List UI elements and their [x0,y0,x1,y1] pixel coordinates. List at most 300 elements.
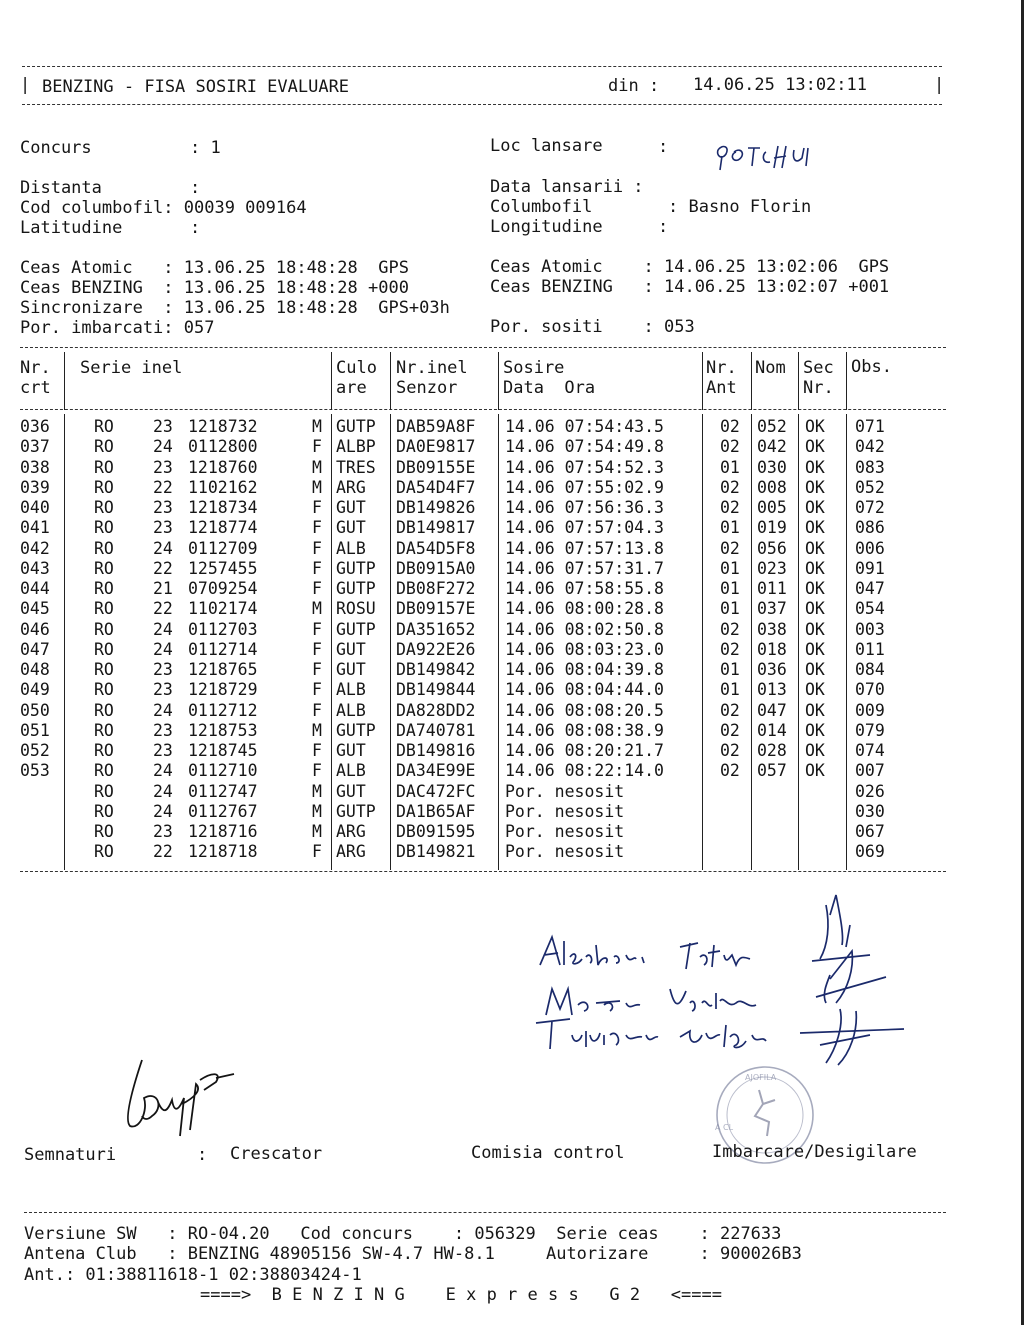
column-separator [498,414,499,870]
semnaturi-sep: : [197,1145,208,1165]
cell-ring-number: 1218753 [188,720,258,740]
column-separator [498,352,499,410]
cell-nom: 056 [757,538,787,558]
cell-sex: M [312,801,322,821]
cell-antenna: 02 [720,700,740,720]
table-bottom-rule [20,871,946,872]
longitudine-label: Longitudine [490,217,603,237]
cell-nom: 038 [757,619,787,639]
cell-color: ARG [336,477,366,497]
cell-country: RO [94,518,114,538]
cell-obs: 052 [855,477,885,497]
cell-sec: OK [805,437,825,457]
cell-color: GUTP [336,619,376,639]
cell-color: ARG [336,822,366,841]
cell-nom: 023 [757,558,787,578]
cell-year: 24 [153,619,173,639]
data-lansarii-label: Data lansarii : [490,177,644,197]
cell-antenna: 02 [720,619,740,639]
crescator-label: Crescator [230,1144,323,1164]
cell-obs: 007 [855,761,885,781]
column-separator [751,352,752,410]
cell-year: 23 [153,660,173,679]
distanta-sep: : [190,178,201,198]
comisia-control-label: Comisia control [471,1143,625,1163]
cell-year: 22 [153,842,173,862]
cell-arrival: 14.06 07:57:31.7 [505,558,664,578]
cell-obs: 086 [855,518,885,538]
cell-color: GUT [336,660,366,679]
cell-nom: 057 [757,761,787,781]
cell-nom: 047 [757,700,787,720]
cell-sec: OK [805,417,825,436]
cell-antenna: 02 [720,761,740,781]
cell-antenna: 01 [720,660,740,679]
cell-nom: 036 [757,660,787,679]
cell-color: ALBP [336,437,376,457]
cell-antenna: 02 [720,498,740,517]
cell-country: RO [94,680,114,700]
cell-ring-number: 0112714 [188,639,258,659]
cell-sensor: DB08F272 [396,579,476,598]
semnaturi-label: Semnaturi [24,1145,117,1165]
cell-country: RO [94,801,114,821]
cell-sensor: DA922E26 [396,639,476,659]
cell-color: TRES [336,457,376,477]
cell-sensor: DAB59A8F [396,417,476,436]
cell-sensor: DAC472FC [396,781,476,801]
cell-nom: 019 [757,518,787,538]
footer-brand: ====> B E N Z I N G E x p r e s s G 2 <==== [200,1285,722,1305]
cell-sex: M [312,720,322,740]
cell-antenna: 02 [720,538,740,558]
cell-antenna: 02 [720,741,740,760]
table-top-rule [20,347,946,348]
cell-sex: M [312,457,322,477]
cell-sex: F [312,660,322,679]
cell-ring-number: 1218732 [188,417,258,436]
cell-nom: 052 [757,417,787,436]
sheet-title: BENZING - FISA SOSIRI EVALUARE [42,77,350,97]
cell-sex: F [312,761,322,781]
cell-color: GUTP [336,579,376,598]
cell-color: GUT [336,518,366,538]
cell-year: 23 [153,457,173,477]
cell-sec: OK [805,741,825,760]
cell-arrival: 14.06 08:02:50.8 [505,619,664,639]
cell-arrival: 14.06 08:04:39.8 [505,660,664,679]
cell-sex: F [312,579,322,598]
cell-color: GUTP [336,417,376,436]
cell-sec: OK [805,660,825,679]
cell-country: RO [94,538,114,558]
cell-sec: OK [805,700,825,720]
cell-ring-number: 1218716 [188,822,258,841]
cell-sex: M [312,781,322,801]
cell-obs: 084 [855,660,885,679]
col-nrant-header: Nr. [706,358,737,378]
cell-country: RO [94,761,114,781]
cell-color: GUT [336,639,366,659]
cell-country: RO [94,457,114,477]
cell-sex: F [312,680,322,700]
cell-sensor: DB149844 [396,680,476,700]
cell-sex: M [312,599,322,619]
cell-sec: OK [805,619,825,639]
cell-sensor: DA1B65AF [396,801,476,821]
cell-antenna: 01 [720,558,740,578]
cell-obs: 003 [855,619,885,639]
cell-year: 23 [153,498,173,517]
cell-sex: F [312,700,322,720]
cell-nom: 014 [757,720,787,740]
cell-nr-crt: 043 [20,558,50,578]
cell-country: RO [94,437,114,457]
cell-ring-number: 0112712 [188,700,258,720]
cell-year: 23 [153,822,173,841]
cell-country: RO [94,822,114,841]
cell-arrival: 14.06 07:57:13.8 [505,538,664,558]
distanta-label: Distanta [20,178,102,198]
cell-sex: F [312,518,322,538]
cell-nom: 011 [757,579,787,598]
cod-columbofil: Cod columbofil: 00039 009164 [20,198,307,218]
cell-sec: OK [805,639,825,659]
cell-antenna: 02 [720,639,740,659]
cell-nr-crt: 039 [20,477,50,497]
cell-arrival: 14.06 07:54:49.8 [505,437,664,457]
cell-antenna: 01 [720,579,740,598]
cell-country: RO [94,842,114,862]
cell-obs: 079 [855,720,885,740]
cell-sensor: DB0915A0 [396,558,476,578]
cell-ring-number: 0709254 [188,579,258,598]
cell-year: 24 [153,437,173,457]
cell-obs: 047 [855,579,885,598]
cell-arrival: 14.06 07:54:43.5 [505,417,664,436]
cell-ring-number: 0112800 [188,437,258,457]
cell-sensor: DA351652 [396,619,476,639]
col-sec-header-2: Nr. [803,378,834,398]
concurs-value: : 1 [190,138,221,158]
cell-year: 24 [153,700,173,720]
cell-nr-crt: 044 [20,579,50,598]
col-sosire-header: Sosire [503,358,565,378]
cell-nr-crt: 036 [20,417,50,436]
cell-year: 24 [153,761,173,781]
column-separator [331,352,332,410]
col-sosire-header-2: Data Ora [503,378,596,398]
cell-ring-number: 1218765 [188,660,258,679]
cell-ring-number: 0112710 [188,761,258,781]
cell-obs: 091 [855,558,885,578]
footer-rule [24,1212,946,1213]
col-obs-header: Obs. [851,357,892,377]
cell-obs: 042 [855,437,885,457]
cell-nr-crt: 045 [20,599,50,619]
cell-arrival: 14.06 08:00:28.8 [505,599,664,619]
cell-antenna: 02 [720,720,740,740]
latitudine-label: Latitudine [20,218,123,238]
cell-nr-crt: 037 [20,437,50,457]
footer-antena: Antena Club : BENZING 48905156 SW-4.7 HW-8.1 Autorizare : 900026B3 [24,1244,802,1264]
ceas-atomic-end: Ceas Atomic : 14.06.25 13:02:06 GPS [490,257,890,277]
cell-antenna: 01 [720,518,740,538]
cell-sensor: DA54D4F7 [396,477,476,497]
cell-nom: 037 [757,599,787,619]
din-label: din : [608,76,660,96]
cell-sex: F [312,842,322,862]
cell-sex: M [312,822,322,841]
cell-color: GUT [336,498,366,517]
cell-antenna: 02 [720,437,740,457]
cell-sex: M [312,417,322,436]
cell-arrival: 14.06 08:03:23.0 [505,639,664,659]
cell-sex: F [312,538,322,558]
cell-nr-crt: 040 [20,498,50,517]
cell-year: 22 [153,477,173,497]
cell-antenna: 02 [720,477,740,497]
cell-country: RO [94,417,114,436]
cell-color: ROSU [336,599,376,619]
cell-arrival: 14.06 07:58:55.8 [505,579,664,598]
header-bottom-rule [22,104,942,105]
svg-text:AJOFILA: AJOFILA [745,1073,777,1082]
cell-sec: OK [805,477,825,497]
cell-obs: 009 [855,700,885,720]
cell-obs: 006 [855,538,885,558]
cell-nr-crt: 053 [20,761,50,781]
cell-nom: 030 [757,457,787,477]
cell-country: RO [94,498,114,517]
sincronizare: Sincronizare : 13.06.25 18:48:28 GPS+03h [20,298,450,318]
cell-color: GUTP [336,558,376,578]
cell-arrival: 14.06 08:08:38.9 [505,720,664,740]
por-sositi: Por. sositi : 053 [490,317,695,337]
cell-year: 24 [153,538,173,558]
por-imbarcati: Por. imbarcati: 057 [20,318,215,338]
cell-arrival: 14.06 07:57:04.3 [505,518,664,538]
cell-country: RO [94,558,114,578]
col-serie-header: Serie inel [80,358,183,378]
cell-sec: OK [805,720,825,740]
commission-signatures [530,885,910,1075]
cell-sex: M [312,477,322,497]
cell-arrival: 14.06 07:56:36.3 [505,498,664,517]
loc-lansare-handwriting [712,138,827,174]
cell-arrival: 14.06 07:55:02.9 [505,477,664,497]
cell-color: GUT [336,741,366,760]
col-sec-header: Sec [803,358,834,378]
cell-arrival: Por. nesosit [505,822,625,841]
cell-sex: F [312,639,322,659]
cell-ring-number: 0112767 [188,801,258,821]
cell-color: GUTP [336,801,376,821]
cell-nom: 028 [757,741,787,760]
footer-antennas: Ant.: 01:38811618-1 02:38803424-1 [24,1265,362,1285]
cell-sensor: DA0E9817 [396,437,476,457]
cell-sensor: DA740781 [396,720,476,740]
col-nrinel-header: Nr.inel [396,358,468,378]
ceas-benzing-end: Ceas BENZING : 14.06.25 13:02:07 +001 [490,277,890,297]
col-nr-crt-header-2: crt [20,378,51,398]
column-separator [846,352,847,410]
crescator-signature [118,1050,253,1140]
cell-obs: 070 [855,680,885,700]
cell-ring-number: 1218774 [188,518,258,538]
col-nrinel-header-2: Senzor [396,378,458,398]
cell-sensor: DB09157E [396,599,476,619]
column-separator [702,414,703,870]
cell-nr-crt: 049 [20,680,50,700]
cell-nr-crt: 038 [20,457,50,477]
table-header-rule [20,409,946,410]
column-separator [798,414,799,870]
cell-obs: 067 [855,822,885,841]
column-separator [751,414,752,870]
cell-sec: OK [805,457,825,477]
cell-year: 23 [153,720,173,740]
cell-sec: OK [805,579,825,598]
loc-lansare-label: Loc lansare [490,136,603,156]
cell-ring-number: 1218760 [188,457,258,477]
cell-obs: 074 [855,741,885,760]
cell-arrival: Por. nesosit [505,842,625,862]
cell-country: RO [94,477,114,497]
cell-arrival: 14.06 07:54:52.3 [505,457,664,477]
cell-country: RO [94,741,114,760]
cell-nom: 005 [757,498,787,517]
cell-nom: 008 [757,477,787,497]
cell-country: RO [94,700,114,720]
column-separator [798,352,799,410]
cell-nr-crt: 042 [20,538,50,558]
col-culoare-header-2: are [336,378,367,398]
cell-nom: 018 [757,639,787,659]
latitudine-sep: : [190,218,201,238]
cell-ring-number: 1218734 [188,498,258,517]
cell-sensor: DB149816 [396,741,476,760]
cell-antenna: 01 [720,680,740,700]
cell-year: 23 [153,518,173,538]
cell-sensor: DA828DD2 [396,700,476,720]
cell-arrival: 14.06 08:04:44.0 [505,680,664,700]
column-separator [390,352,391,410]
cell-obs: 011 [855,639,885,659]
cell-year: 24 [153,801,173,821]
cell-country: RO [94,579,114,598]
cell-country: RO [94,639,114,659]
cell-color: ALB [336,700,366,720]
col-nr-crt-header: Nr. [20,358,51,378]
cell-sensor: DB09155E [396,457,476,477]
cell-sec: OK [805,498,825,517]
cell-ring-number: 1102162 [188,477,258,497]
cell-arrival: Por. nesosit [505,801,625,821]
cell-year: 23 [153,417,173,436]
cell-nr-crt: 047 [20,639,50,659]
cell-nr-crt: 046 [20,619,50,639]
col-nom-header: Nom [755,358,786,378]
cell-nom: 013 [757,680,787,700]
cell-sensor: DA54D5F8 [396,538,476,558]
col-culoare-header: Culo [336,358,377,378]
svg-text:A CL: A CL [715,1123,734,1132]
print-datetime: 14.06.25 13:02:11 [693,75,867,95]
cell-year: 22 [153,599,173,619]
cell-ring-number: 1218729 [188,680,258,700]
cell-nom: 042 [757,437,787,457]
loc-lansare-sep: : [658,137,669,157]
cell-country: RO [94,660,114,679]
cell-ring-number: 1218745 [188,741,258,760]
cell-year: 24 [153,639,173,659]
cell-antenna: 01 [720,457,740,477]
column-separator [331,414,332,870]
cell-nr-crt: 048 [20,660,50,679]
cell-sensor: DA34E99E [396,761,476,781]
cell-color: GUT [336,781,366,801]
cell-nr-crt: 052 [20,741,50,760]
cell-sec: OK [805,761,825,781]
cell-arrival: 14.06 08:20:21.7 [505,741,664,760]
cell-year: 24 [153,781,173,801]
column-separator [702,352,703,410]
column-separator [846,414,847,870]
cell-color: ARG [336,842,366,862]
cell-sensor: DB149821 [396,842,476,862]
cell-nr-crt: 051 [20,720,50,740]
cell-ring-number: 1218718 [188,842,258,862]
cell-ring-number: 1102174 [188,599,258,619]
cell-obs: 069 [855,842,885,862]
cell-sec: OK [805,599,825,619]
concurs-label: Concurs [20,138,92,158]
cell-color: GUTP [336,720,376,740]
cell-year: 21 [153,579,173,598]
imbarcare-label: Imbarcare/Desigilare [712,1142,917,1162]
cell-country: RO [94,720,114,740]
cell-sec: OK [805,558,825,578]
cell-sec: OK [805,518,825,538]
cell-year: 23 [153,741,173,760]
cell-antenna: 01 [720,599,740,619]
cell-nr-crt: 041 [20,518,50,538]
cell-sec: OK [805,680,825,700]
cell-ring-number: 1257455 [188,558,258,578]
cell-obs: 072 [855,498,885,517]
cell-nr-crt: 050 [20,700,50,720]
ceas-atomic-start: Ceas Atomic : 13.06.25 18:48:28 GPS [20,258,409,278]
cell-sensor: DB091595 [396,822,476,841]
cell-country: RO [94,619,114,639]
columbofil-value: : Basno Florin [668,197,812,217]
cell-obs: 083 [855,457,885,477]
longitudine-sep: : [658,217,669,237]
column-separator [64,352,65,410]
cell-obs: 030 [855,801,885,821]
header-right-bar: | [934,75,945,95]
cell-sex: F [312,619,322,639]
cell-sex: F [312,741,322,760]
cell-color: ALB [336,538,366,558]
cell-sensor: DB149842 [396,660,476,679]
cell-ring-number: 0112703 [188,619,258,639]
cell-sensor: DB149826 [396,498,476,517]
col-nrant-header-2: Ant [706,378,737,398]
cell-obs: 026 [855,781,885,801]
cell-obs: 054 [855,599,885,619]
